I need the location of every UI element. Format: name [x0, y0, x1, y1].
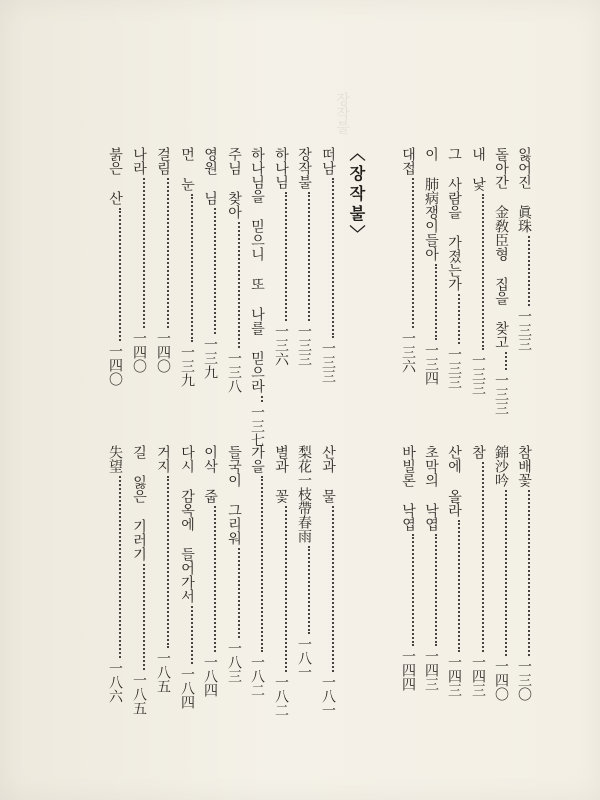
- toc-entry[interactable]: [129, 147, 149, 373]
- toc-entry[interactable]: [491, 147, 511, 415]
- toc-leader: [260, 396, 263, 402]
- toc-title: 먼 눈: [179, 147, 195, 191]
- toc-page-number: 一八四: [202, 655, 218, 697]
- toc-leader: [411, 534, 414, 646]
- toc-leader: [237, 548, 240, 638]
- toc-leader: [481, 194, 484, 350]
- toc-leader: [504, 352, 507, 370]
- toc-leader: [142, 564, 145, 670]
- toc-leader: [457, 520, 460, 652]
- toc-page-number: 一八五: [131, 673, 147, 715]
- toc-leader: [434, 534, 437, 646]
- toc-entry[interactable]: [514, 445, 534, 701]
- toc-leader: [481, 462, 484, 652]
- toc-entry[interactable]: [318, 445, 338, 717]
- section-heading: 〈장작불〉: [347, 145, 366, 245]
- toc-entry[interactable]: [153, 445, 173, 693]
- toc-leader: [307, 546, 310, 634]
- toc-leader: [213, 506, 216, 652]
- toc-title: 이 肺病쟁이들아: [423, 147, 439, 261]
- toc-title: 주님 찾아: [226, 147, 242, 219]
- toc-entry[interactable]: [129, 445, 149, 715]
- toc-page-number: 一四三: [446, 655, 462, 697]
- toc-title: 참배꽃: [516, 445, 532, 487]
- toc-title: 나라: [131, 147, 147, 175]
- toc-entry[interactable]: [247, 445, 267, 697]
- toc-leader: [118, 208, 121, 341]
- toc-entry[interactable]: [444, 147, 464, 389]
- toc-page-number: 一三六: [273, 324, 289, 366]
- toc-page-number: 一三八: [226, 351, 242, 393]
- toc-page-number: 一三九: [179, 345, 195, 387]
- toc-page-number: 一八一: [296, 637, 312, 679]
- toc-page-number: 一三三: [446, 347, 462, 389]
- toc-entry[interactable]: [491, 445, 511, 701]
- toc-title: 참: [470, 445, 486, 459]
- toc-entry[interactable]: [421, 147, 441, 385]
- toc-entry[interactable]: [421, 445, 441, 691]
- toc-page-number: 一八四: [179, 667, 195, 709]
- toc-page-number: 一三四: [423, 343, 439, 385]
- toc-page-number: 一三九: [202, 337, 218, 379]
- toc-entry[interactable]: [468, 147, 488, 395]
- toc-leader: [142, 178, 145, 328]
- toc-page-number: 一八三: [226, 641, 242, 683]
- toc-entry[interactable]: [177, 147, 197, 387]
- toc-page-number: 一四三: [423, 649, 439, 691]
- toc-leader: [307, 192, 310, 321]
- toc-leader: [434, 264, 437, 340]
- toc-leader: [331, 178, 334, 338]
- toc-title: 잃어진 眞珠: [516, 147, 532, 233]
- toc-title: 바빌론 낙엽: [400, 445, 416, 531]
- toc-page-number: 一四〇: [493, 659, 509, 701]
- toc-leader: [190, 606, 193, 664]
- toc-leader: [213, 208, 216, 334]
- toc-title: 거지: [155, 445, 171, 473]
- toc-entry[interactable]: [200, 445, 220, 697]
- toc-entry[interactable]: [294, 445, 314, 679]
- toc-page-number: 一八五: [155, 651, 171, 693]
- toc-leader: [118, 476, 121, 658]
- toc-title: 산에 올라: [446, 445, 462, 517]
- toc-entry[interactable]: [224, 445, 244, 683]
- toc-title: 별과 꽃: [273, 445, 289, 503]
- toc-title: 붉은 산: [107, 147, 123, 205]
- toc-title: 길 잃은 기러기: [131, 445, 147, 561]
- toc-leader: [284, 506, 287, 672]
- toc-title: 영원 님: [202, 147, 218, 205]
- toc-leader: [504, 490, 507, 656]
- toc-page-number: 一三三: [320, 341, 336, 383]
- toc-entry[interactable]: [271, 147, 291, 366]
- toc-leader: [166, 476, 169, 648]
- toc-title: 가을: [249, 445, 265, 473]
- toc-page-number: 一四〇: [155, 331, 171, 373]
- toc-leader: [527, 236, 530, 306]
- toc-page-number: 一四四: [400, 649, 416, 691]
- toc-leader: [190, 194, 193, 342]
- toc-page-number: 一三七: [249, 405, 265, 447]
- toc-leader: [331, 506, 334, 672]
- toc-entry[interactable]: [105, 147, 125, 386]
- toc-page-number: 一三〇: [516, 659, 532, 701]
- toc-title: 다시 감옥에 들어가서: [179, 445, 195, 603]
- toc-title: 梨花一枝帶春雨: [296, 445, 312, 543]
- toc-title: 하나님: [273, 147, 289, 189]
- toc-entry[interactable]: [224, 147, 244, 393]
- toc-page-number: 一八二: [249, 655, 265, 697]
- toc-page-number: 一三三: [493, 373, 509, 415]
- toc-leader: [527, 490, 530, 656]
- toc-title: 장작불: [296, 147, 312, 189]
- toc-leader: [284, 192, 287, 321]
- toc-leader: [457, 294, 460, 344]
- toc-entry[interactable]: [177, 445, 197, 709]
- toc-page-number: 一八二: [273, 675, 289, 717]
- toc-entry[interactable]: [105, 445, 125, 703]
- toc-page-number: 一三三: [470, 353, 486, 395]
- toc-entry[interactable]: [200, 147, 220, 379]
- toc-title: 대접: [400, 147, 416, 175]
- toc-page-number: 一四〇: [131, 331, 147, 373]
- toc-title: 내 낯: [470, 147, 486, 191]
- toc-leader: [166, 178, 169, 328]
- toc-title: 떠남: [320, 147, 336, 175]
- toc-title: 그 사람을 가졌는가: [446, 147, 462, 291]
- toc-title: 들국이 그리워: [226, 445, 242, 545]
- toc-entry[interactable]: [514, 147, 534, 351]
- toc-page-number: 一八一: [320, 675, 336, 717]
- toc-title: 失望: [107, 445, 123, 473]
- toc-entry[interactable]: [271, 445, 291, 717]
- toc-title: 초막의 낙엽: [423, 445, 439, 531]
- toc-entry[interactable]: [398, 445, 418, 691]
- toc-page-number: 一三三: [516, 309, 532, 351]
- toc-page-number: 一八六: [107, 661, 123, 703]
- toc-title: 산과 물: [320, 445, 336, 503]
- toc-entry[interactable]: [247, 147, 267, 447]
- toc-title: 하나님을 믿으니 또 나를 믿으라: [249, 147, 265, 393]
- toc-title: 걸림: [155, 147, 171, 175]
- bleed-through-text: 장작불: [334, 92, 350, 134]
- toc-entry[interactable]: [318, 147, 338, 383]
- toc-page-number: 一三六: [400, 331, 416, 373]
- toc-leader: [411, 178, 414, 328]
- toc-entry[interactable]: [444, 445, 464, 697]
- toc-leader: [260, 476, 263, 652]
- toc-page-number: 一四〇: [107, 344, 123, 386]
- toc-entry[interactable]: [153, 147, 173, 373]
- toc-page-number: 一四三: [470, 655, 486, 697]
- toc-page-number: 一三三: [296, 324, 312, 366]
- toc-title: 돌아간 金敎臣형 집을 찾고: [493, 147, 509, 349]
- toc-title: 錦沙吟: [493, 445, 509, 487]
- toc-leader: [237, 222, 240, 348]
- toc-entry[interactable]: [398, 147, 418, 373]
- toc-title: 이삭 줍: [202, 445, 218, 503]
- toc-entry[interactable]: [468, 445, 488, 697]
- toc-entry[interactable]: [294, 147, 314, 366]
